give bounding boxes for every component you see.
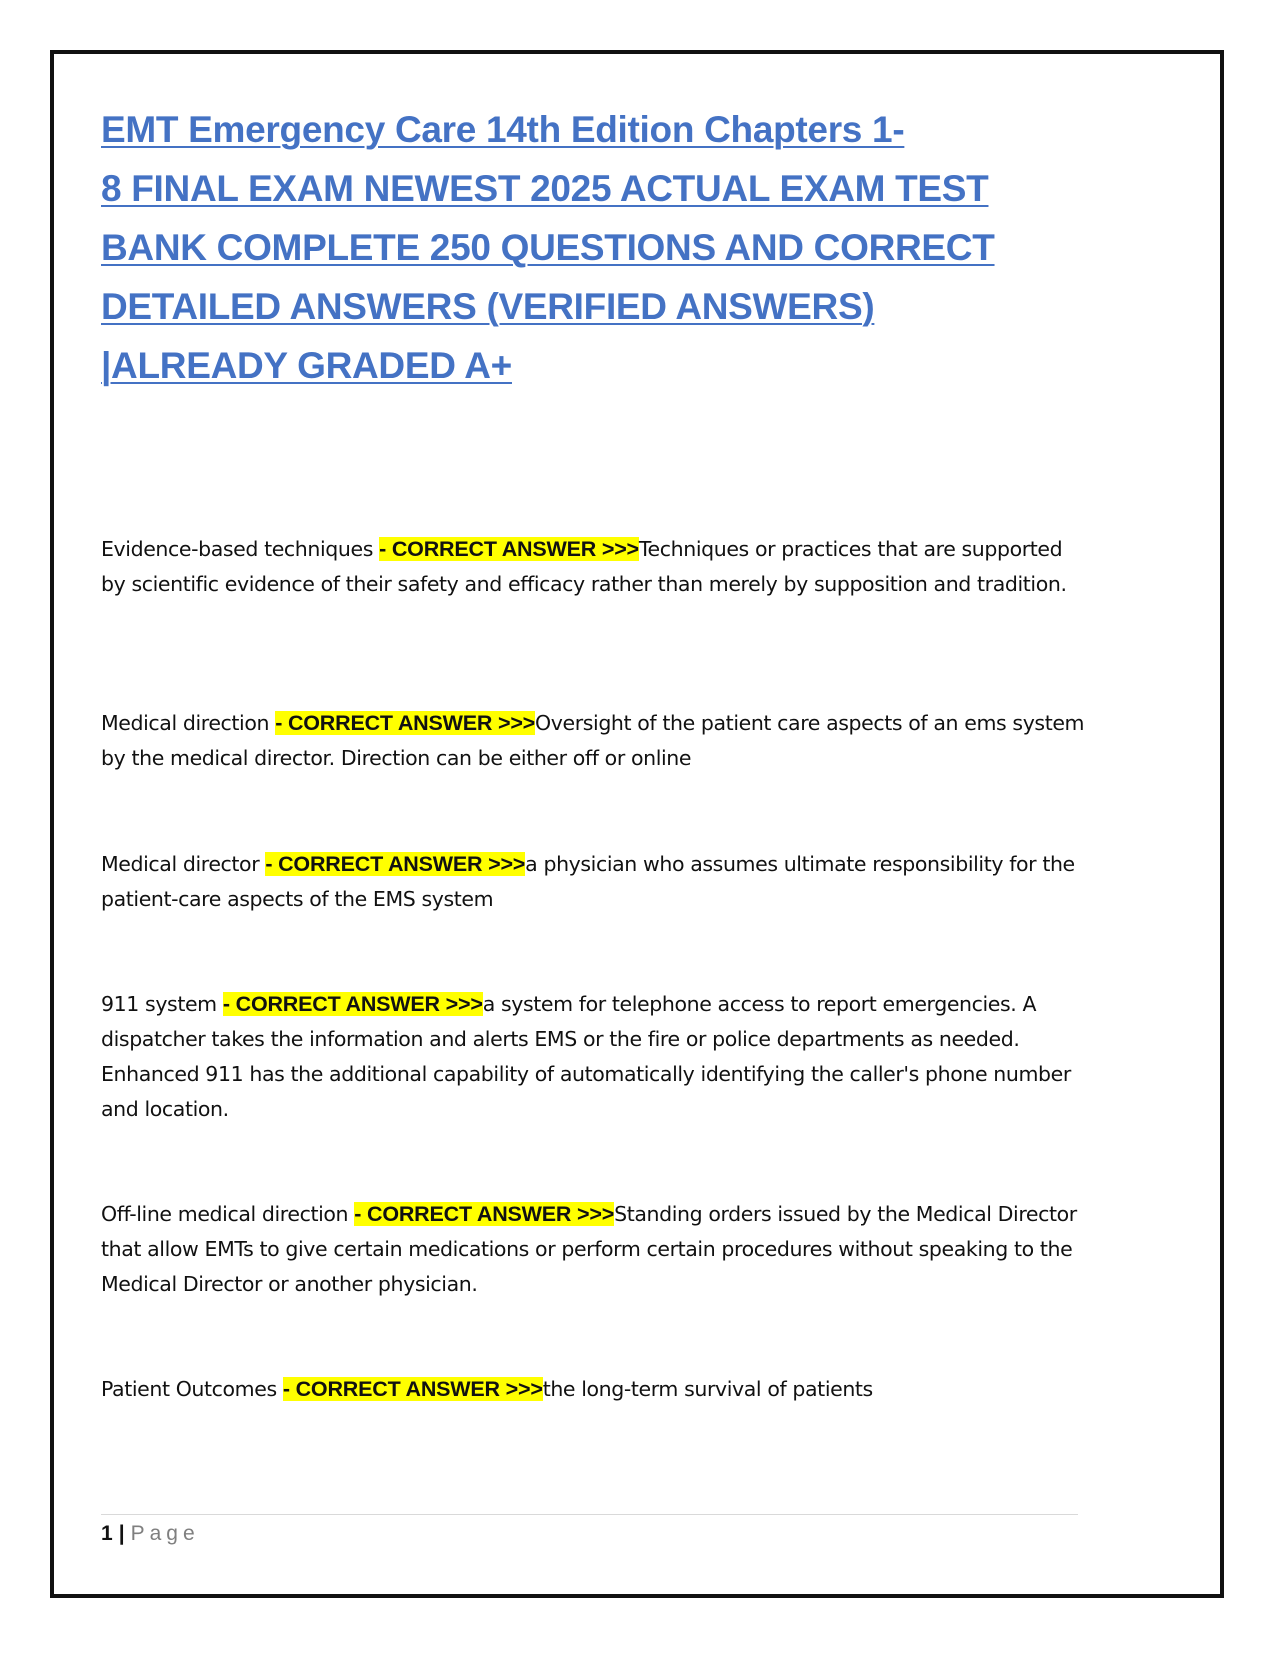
qa-entry bbox=[101, 1197, 1091, 1302]
qa-entry bbox=[101, 987, 1091, 1127]
entry-term: Off-line medical direction bbox=[101, 1202, 349, 1226]
correct-answer-tag: - CORRECT ANSWER >>> bbox=[379, 537, 639, 561]
qa-entry bbox=[101, 1372, 1091, 1407]
page-footer bbox=[101, 1519, 200, 1549]
correct-answer-tag: - CORRECT ANSWER >>> bbox=[265, 852, 526, 876]
correct-answer-tag: - CORRECT ANSWER >>> bbox=[275, 711, 536, 735]
page-label: Page bbox=[130, 1522, 200, 1545]
correct-answer-tag: - CORRECT ANSWER >>> bbox=[354, 1202, 615, 1226]
page-number: 1 bbox=[101, 1522, 113, 1545]
entry-definition: Oversight of the patient care aspects of an ems system by the medical director. Direction can be either off or online bbox=[101, 711, 1085, 770]
entry-term: Medical direction bbox=[101, 711, 270, 735]
entry-definition: a system for telephone access to report emergencies. A dispatcher takes the information and alerts EMS or the fire or police departments as needed. Enhanced 911 has the additional capability of automatically identifying the caller's phone number and location. bbox=[101, 992, 1071, 1121]
qa-entry bbox=[101, 847, 1091, 917]
qa-entry bbox=[101, 532, 1091, 602]
footer-separator: | bbox=[118, 1522, 125, 1545]
title-line: EMT Emergency Care 14th Edition Chapters 1- bbox=[101, 109, 905, 150]
qa-entry bbox=[101, 706, 1091, 776]
title-line: BANK COMPLETE 250 QUESTIONS AND CORRECT bbox=[101, 227, 995, 268]
title-line: |ALREADY GRADED A+ bbox=[101, 345, 512, 386]
title-line: 8 FINAL EXAM NEWEST 2025 ACTUAL EXAM TEST bbox=[101, 168, 989, 209]
document-title[interactable] bbox=[101, 100, 1061, 395]
correct-answer-tag: - CORRECT ANSWER >>> bbox=[282, 1377, 543, 1401]
entry-term: 911 system bbox=[101, 992, 217, 1016]
entry-definition: a physician who assumes ultimate responsibility for the patient-care aspects of the EMS system bbox=[101, 852, 1075, 911]
entry-definition: Standing orders issued by the Medical Director that allow EMTs to give certain medications or perform certain procedures without speaking to the Medical Director or another physician. bbox=[101, 1202, 1077, 1296]
footer-divider bbox=[101, 1514, 1078, 1515]
entry-term: Medical director bbox=[101, 852, 260, 876]
correct-answer-tag: - CORRECT ANSWER >>> bbox=[222, 992, 483, 1016]
title-line: DETAILED ANSWERS (VERIFIED ANSWERS) bbox=[101, 286, 875, 327]
entry-term: Patient Outcomes bbox=[101, 1377, 277, 1401]
entry-definition: Techniques or practices that are supported by scientific evidence of their safety and efficacy rather than merely by supposition and tradition. bbox=[101, 537, 1067, 596]
entry-definition: the long-term survival of patients bbox=[542, 1377, 873, 1401]
entry-term: Evidence-based techniques bbox=[101, 537, 373, 561]
